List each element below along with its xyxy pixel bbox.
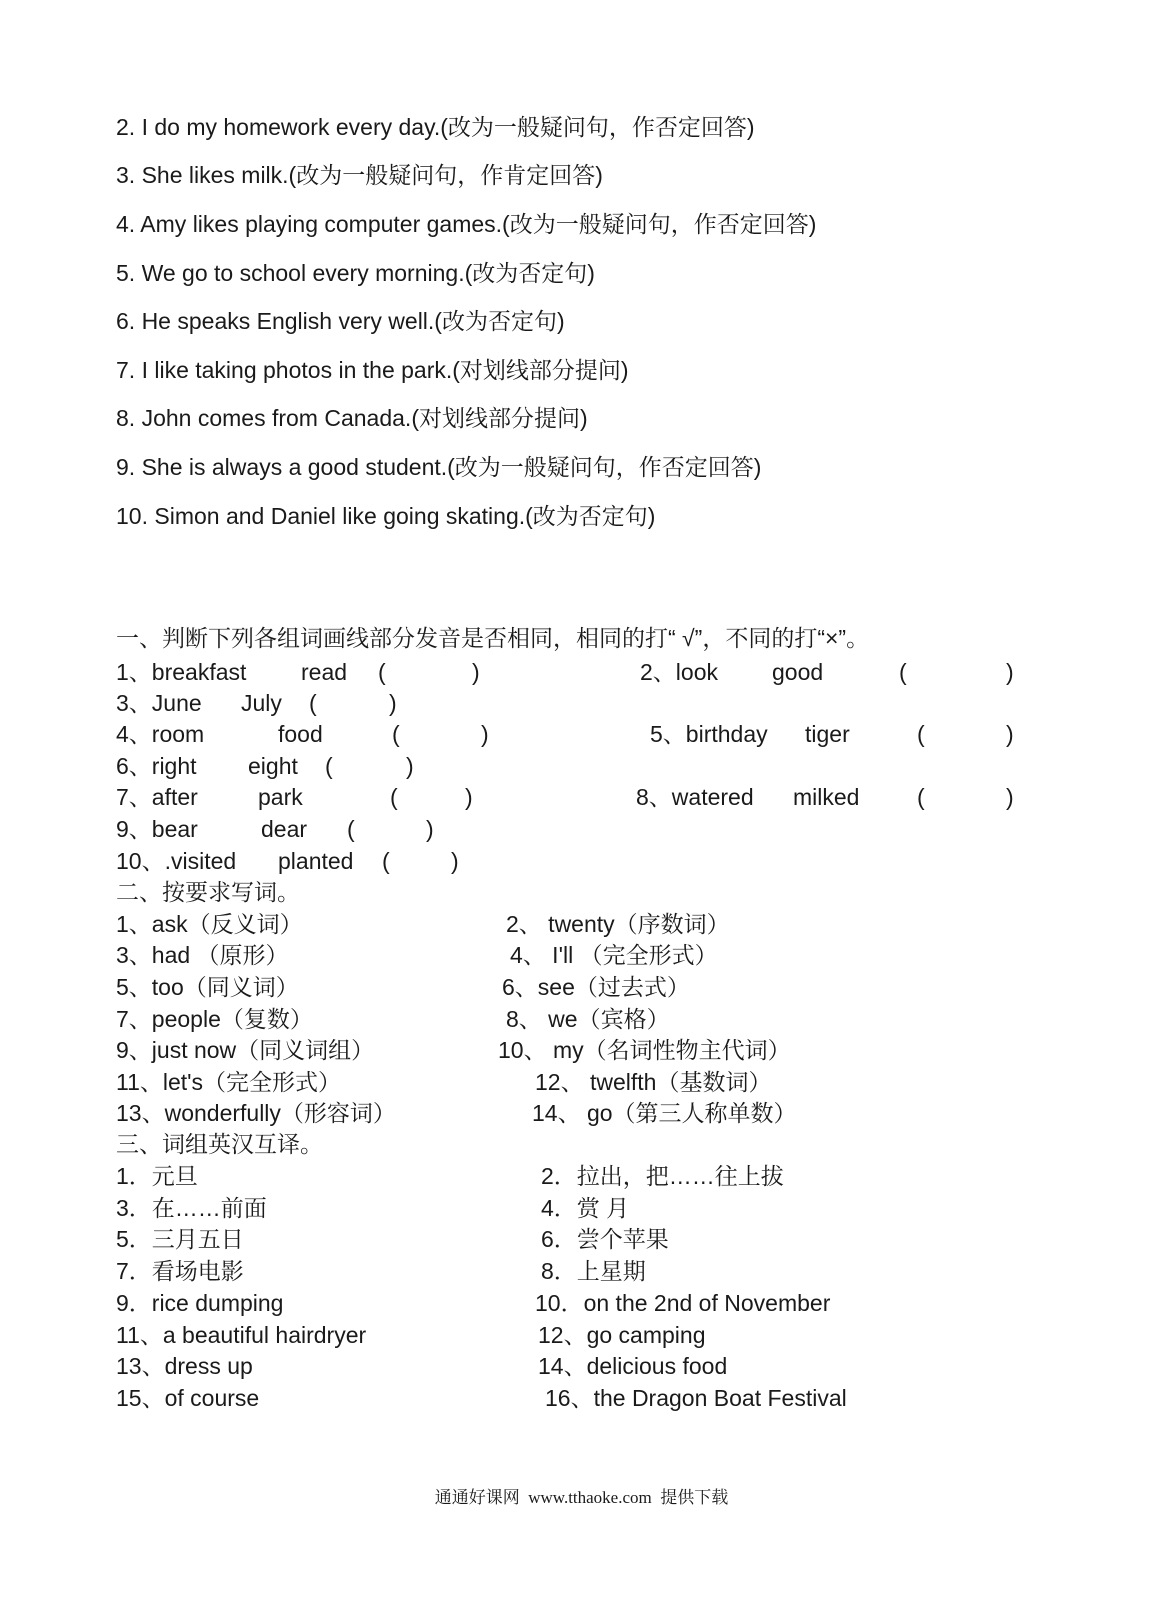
pron-word-b: read [301, 659, 348, 685]
phrase-item: 12、go camping [538, 1322, 706, 1348]
phrase-item: 1．元旦 [116, 1163, 198, 1189]
word-task: 7、people（复数） [116, 1006, 313, 1032]
pron-word-a: 1、breakfast [116, 659, 247, 685]
transform-item-5: 5. We go to school every morning.(改为否定句) [116, 260, 595, 286]
phrase-item: 3．在……前面 [116, 1195, 267, 1221]
word-task: 9、just now（同义词组） [116, 1037, 375, 1063]
answer-paren-close: ) [472, 659, 480, 685]
word-task: 11、let's（完全形式） [116, 1069, 342, 1095]
answer-paren-open: ( [392, 721, 400, 747]
transform-item-8: 8. John comes from Canada.(对划线部分提问) [116, 405, 588, 431]
answer-paren-close: ) [1006, 721, 1014, 747]
phrase-item: 6．尝个苹果 [541, 1226, 669, 1252]
pron-word-b: milked [793, 784, 860, 810]
phrase-item: 16、the Dragon Boat Festival [545, 1385, 847, 1411]
pron-word-b: park [258, 784, 303, 810]
phrase-item: 10．on the 2nd of November [535, 1290, 831, 1316]
word-task: 13、wonderfully（形容词） [116, 1100, 396, 1126]
answer-paren-open: ( [347, 816, 355, 842]
answer-paren-close: ) [389, 690, 397, 716]
word-task: 5、too（同义词） [116, 974, 299, 1000]
answer-paren-close: ) [406, 753, 414, 779]
word-task: 2、 twenty（序数词） [506, 911, 730, 937]
answer-paren-close: ) [481, 721, 489, 747]
answer-paren-close: ) [1006, 784, 1014, 810]
footer-credit: 通通好课网 www.tthaoke.com 提供下载 [434, 1488, 729, 1507]
section1-heading: 一、判断下列各组词画线部分发音是否相同，相同的打“ √”，不同的打“×”。 [116, 625, 870, 651]
pron-word-a: 9、bear [116, 816, 198, 842]
answer-paren-open: ( [899, 659, 907, 685]
phrase-item: 7．看场电影 [116, 1258, 244, 1284]
pron-word-a: 2、look [640, 659, 718, 685]
section3-heading: 三、词组英汉互译。 [116, 1131, 323, 1157]
transform-item-2: 2. I do my homework every day.(改为一般疑问句，作否定回答) [116, 114, 755, 140]
pron-word-a: 7、after [116, 784, 198, 810]
word-task: 3、had （原形） [116, 942, 289, 968]
pron-word-a: 3、June [116, 690, 202, 716]
answer-paren-open: ( [382, 848, 390, 874]
pron-word-a: 8、watered [636, 784, 754, 810]
transform-item-4: 4. Amy likes playing computer games.(改为一般疑问句，作否定回答) [116, 211, 817, 237]
word-task: 10、 my（名词性物主代词） [498, 1037, 791, 1063]
word-task: 14、 go（第三人称单数） [532, 1100, 797, 1126]
phrase-item: 11、a beautiful hairdryer [116, 1322, 367, 1348]
pron-word-b: food [278, 721, 323, 747]
pron-word-a: 5、birthday [650, 721, 768, 747]
word-task: 1、ask（反义词） [116, 911, 303, 937]
phrase-item: 15、of course [116, 1385, 260, 1411]
pron-word-b: tiger [805, 721, 850, 747]
word-task: 8、 we（宾格） [506, 1006, 670, 1032]
pron-word-a: 10、.visited [116, 848, 237, 874]
phrase-item: 4．赏 月 [541, 1195, 630, 1221]
transform-item-6: 6. He speaks English very well.(改为否定句) [116, 308, 565, 334]
section2-heading: 二、按要求写词。 [116, 879, 300, 905]
answer-paren-close: ) [1006, 659, 1014, 685]
answer-paren-open: ( [309, 690, 317, 716]
transform-item-10: 10. Simon and Daniel like going skating.(改为否定句) [116, 503, 656, 529]
answer-paren-open: ( [917, 784, 925, 810]
word-task: 6、see（过去式） [502, 974, 690, 1000]
phrase-item: 13、dress up [116, 1353, 253, 1379]
phrase-item: 9．rice dumping [116, 1290, 284, 1316]
answer-paren-open: ( [390, 784, 398, 810]
answer-paren-open: ( [378, 659, 386, 685]
pron-word-a: 6、right [116, 753, 197, 779]
word-task: 4、 I'll （完全形式） [510, 942, 718, 968]
phrase-item: 2．拉出，把……往上拔 [541, 1163, 784, 1189]
answer-paren-close: ) [465, 784, 473, 810]
pron-word-b: eight [248, 753, 298, 779]
pron-word-b: July [241, 690, 282, 716]
phrase-item: 14、delicious food [538, 1353, 728, 1379]
phrase-item: 8．上星期 [541, 1258, 646, 1284]
answer-paren-close: ) [451, 848, 459, 874]
phrase-item: 5．三月五日 [116, 1226, 244, 1252]
pron-word-b: good [772, 659, 824, 685]
pron-word-a: 4、room [116, 721, 205, 747]
pron-word-b: dear [261, 816, 308, 842]
transform-item-9: 9. She is always a good student.(改为一般疑问句，作否定回答) [116, 454, 762, 480]
word-task: 12、 twelfth（基数词） [535, 1069, 772, 1095]
answer-paren-open: ( [917, 721, 925, 747]
pron-word-b: planted [278, 848, 354, 874]
answer-paren-open: ( [325, 753, 333, 779]
transform-item-7: 7. I like taking photos in the park.(对划线部分提问) [116, 357, 629, 383]
answer-paren-close: ) [426, 816, 434, 842]
transform-item-3: 3. She likes milk.(改为一般疑问句，作肯定回答) [116, 162, 603, 188]
